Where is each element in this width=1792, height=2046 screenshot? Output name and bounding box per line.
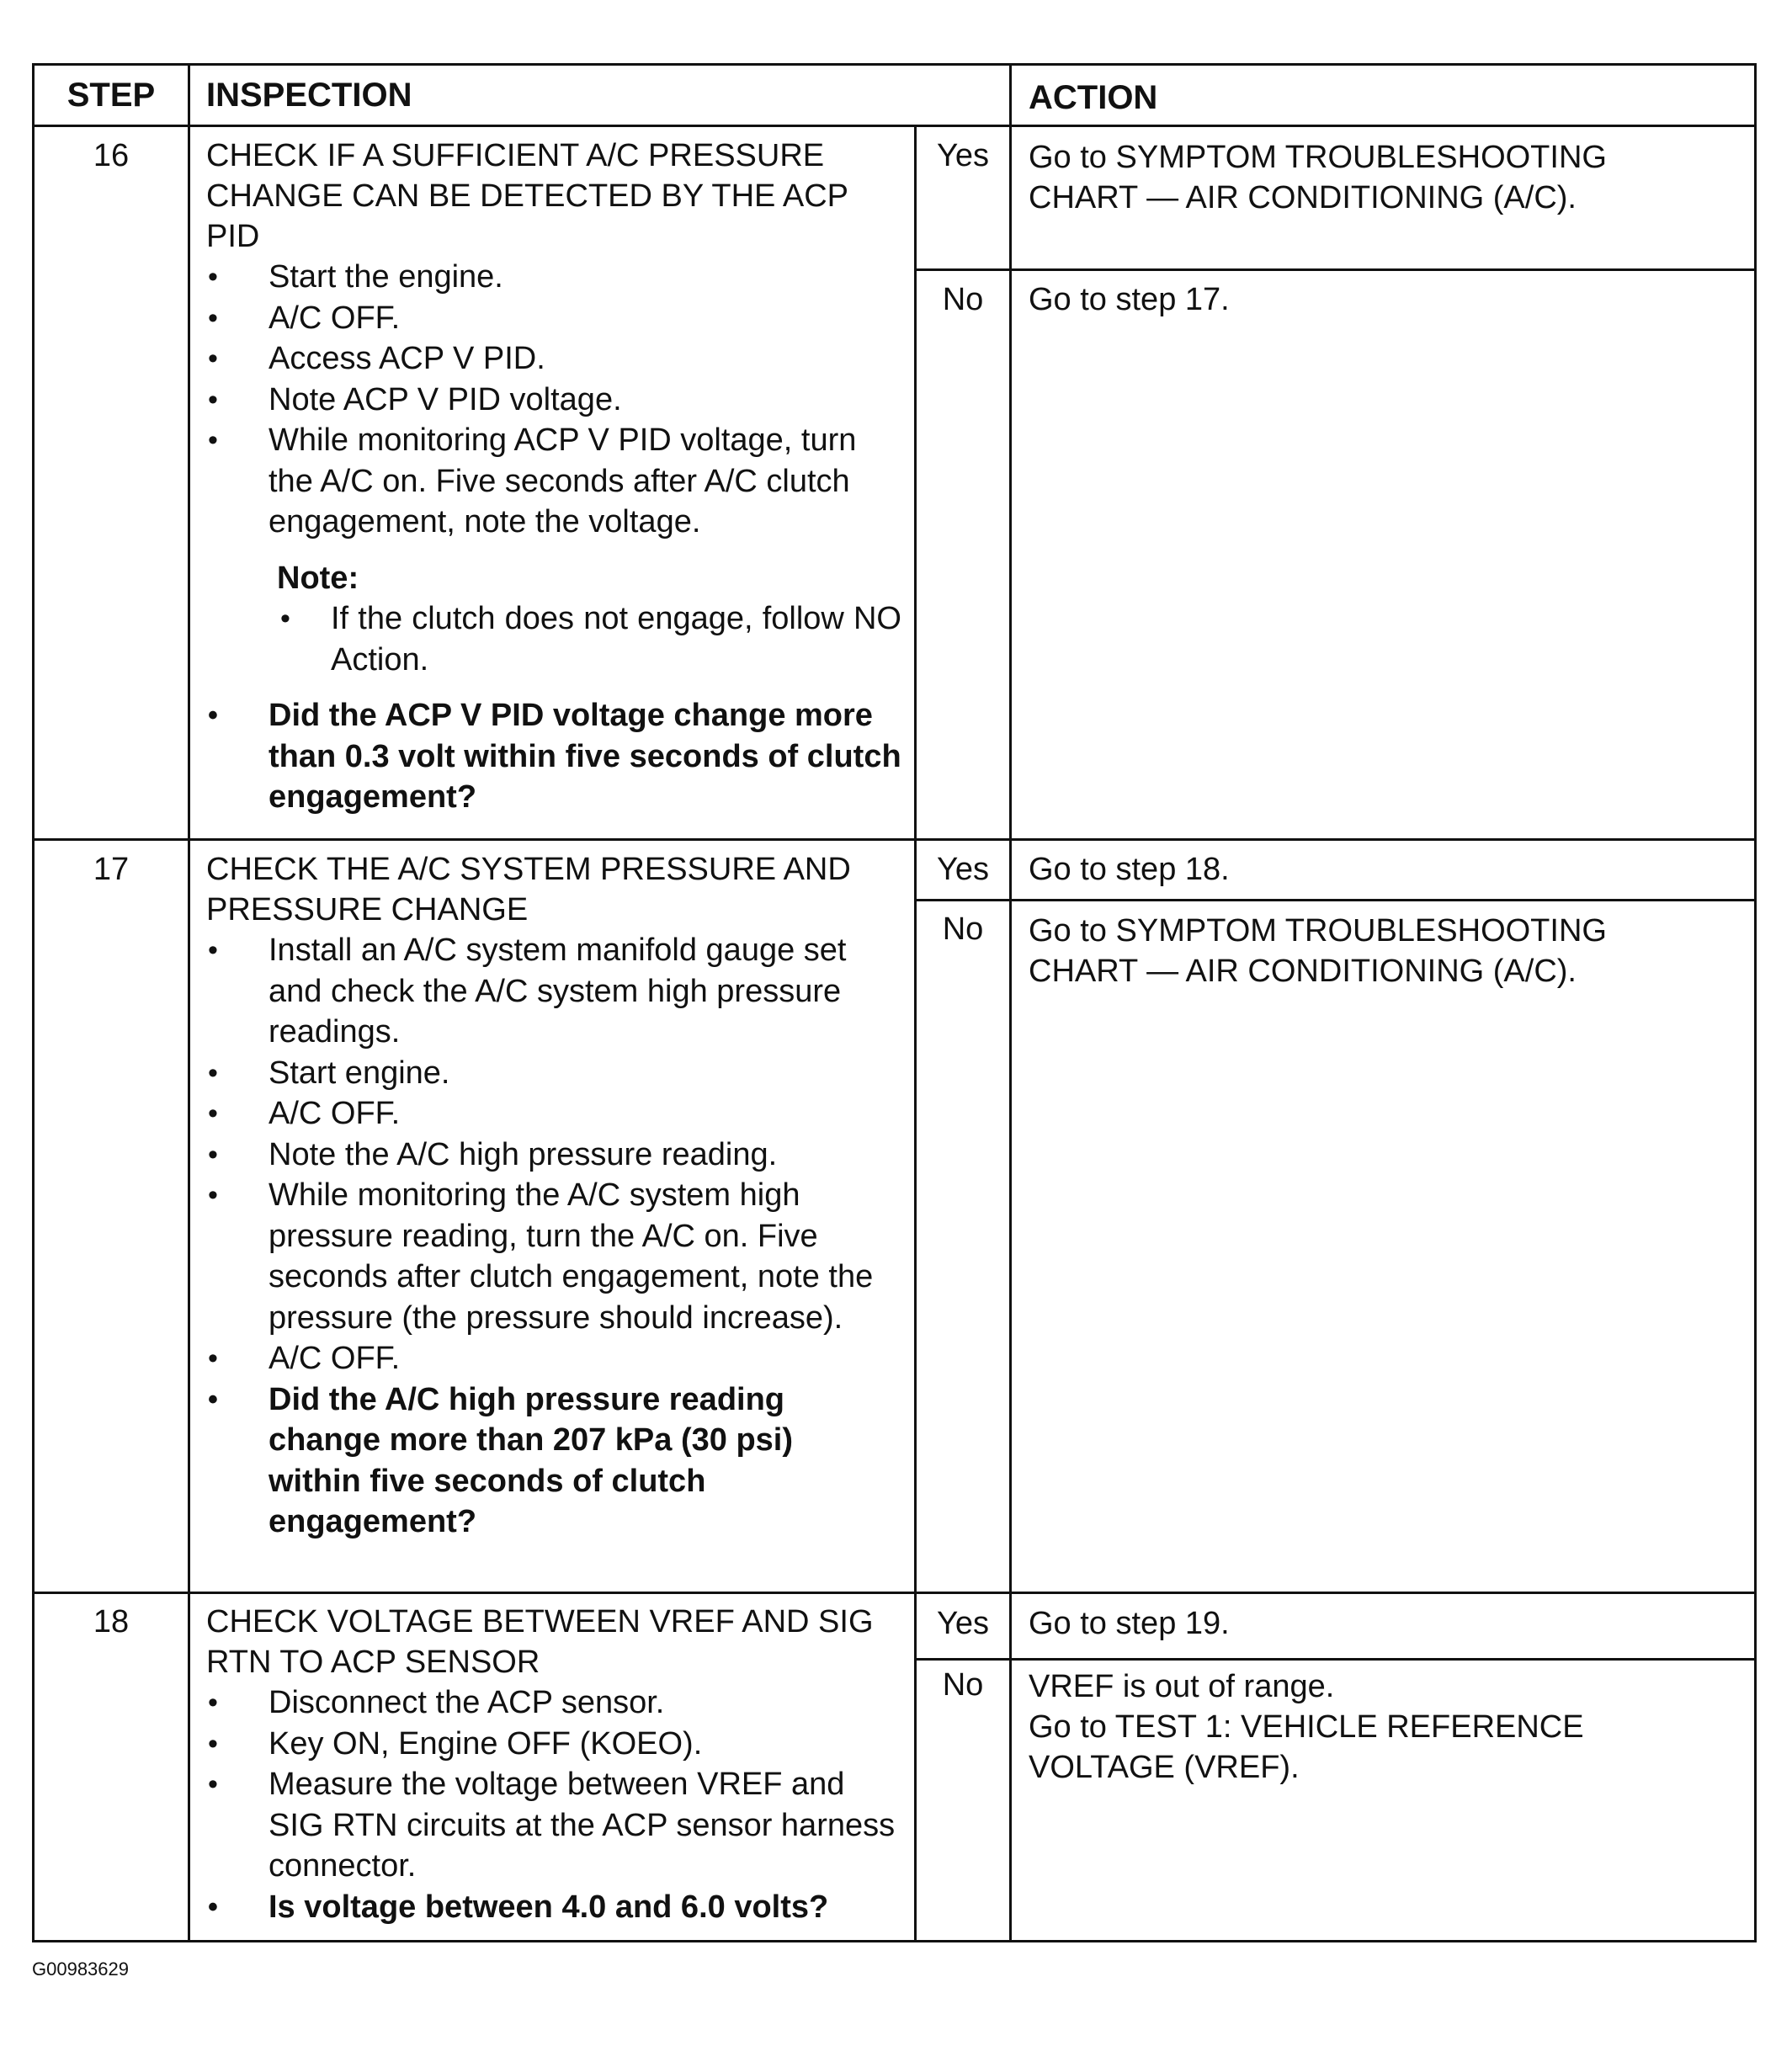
inspection-bullet: • Start the engine. <box>206 257 901 298</box>
inspection-bullet: • Disconnect the ACP sensor. <box>206 1682 901 1724</box>
no-label: No <box>942 282 984 317</box>
action-line: Go to step 18. <box>1029 852 1230 887</box>
header-inspection: INSPECTION <box>206 77 412 114</box>
inspection-bullet: • Measure the voltage between VREF and SIG RTN circuits at the ACP sensor harness connector. <box>206 1764 901 1887</box>
action-line: CHART — AIR CONDITIONING (A/C). <box>1029 954 1577 989</box>
inspection-bullet: • While monitoring the A/C system high pressure reading, turn the A/C on. Five seconds after clutch engagement, note the pressure (the pressure should increase). <box>206 1175 901 1338</box>
inspection-bullet: • A/C OFF. <box>206 298 901 339</box>
note-item: • If the clutch does not engage, follow NO Action. <box>206 598 901 680</box>
no-action <box>1029 911 1607 991</box>
yes-action <box>1029 1603 1230 1644</box>
inspection-bullet: • Note the A/C high pressure reading. <box>206 1135 901 1176</box>
note-block <box>206 558 901 681</box>
step-16-inspection <box>206 136 901 818</box>
step-number: 18 <box>93 1604 130 1639</box>
step-title: CHECK IF A SUFFICIENT A/C PRESSURE CHANGE CAN BE DETECTED BY THE ACP PID <box>206 138 848 254</box>
action-line: Go to step 17. <box>1029 282 1230 317</box>
step-number: 16 <box>93 138 130 173</box>
step-17-inspection <box>206 849 901 1543</box>
action-line: VOLTAGE (VREF). <box>1029 1750 1300 1785</box>
header-action: ACTION <box>1029 79 1158 116</box>
inspection-bullet: • Key ON, Engine OFF (KOEO). <box>206 1724 901 1765</box>
no-label: No <box>942 911 984 947</box>
action-line: Go to SYMPTOM TROUBLESHOOTING <box>1029 140 1607 175</box>
action-line: Go to TEST 1: VEHICLE REFERENCE <box>1029 1709 1584 1745</box>
yes-label: Yes <box>937 852 989 887</box>
note-label: Note: <box>277 560 359 596</box>
action-line: Go to step 19. <box>1029 1606 1230 1641</box>
inspection-bullet: • A/C OFF. <box>206 1093 901 1135</box>
inspection-question: • Did the ACP V PID voltage change more than 0.3 volt within five seconds of clutch engagement? <box>206 695 901 818</box>
inspection-question: • Is voltage between 4.0 and 6.0 volts? <box>206 1887 901 1928</box>
troubleshooting-table <box>32 63 1757 1942</box>
action-line: VREF is out of range. <box>1029 1669 1335 1704</box>
inspection-bullet: • Note ACP V PID voltage. <box>206 380 901 421</box>
inspection-bullet: • Install an A/C system manifold gauge set and check the A/C system high pressure readings. <box>206 930 901 1053</box>
yes-label: Yes <box>937 138 989 173</box>
no-action <box>1029 1666 1584 1788</box>
step-18-inspection <box>206 1602 901 1927</box>
step-number: 17 <box>93 852 130 887</box>
inspection-bullet: • While monitoring ACP V PID voltage, turn the A/C on. Five seconds after A/C clutch engagement, note the voltage. <box>206 420 901 543</box>
inspection-bullet: • Start engine. <box>206 1053 901 1094</box>
no-action <box>1029 279 1230 320</box>
step-title: CHECK VOLTAGE BETWEEN VREF AND SIG RTN TO ACP SENSOR <box>206 1604 874 1680</box>
inspection-bullet: • A/C OFF. <box>206 1338 901 1379</box>
yes-action <box>1029 849 1230 890</box>
no-label: No <box>942 1667 984 1703</box>
inspection-bullet: • Access ACP V PID. <box>206 338 901 380</box>
action-line: Go to SYMPTOM TROUBLESHOOTING <box>1029 913 1607 949</box>
action-line: CHART — AIR CONDITIONING (A/C). <box>1029 180 1577 215</box>
step-title: CHECK THE A/C SYSTEM PRESSURE AND PRESSURE CHANGE <box>206 852 851 927</box>
header-step: STEP <box>66 77 156 114</box>
yes-action <box>1029 137 1607 218</box>
inspection-question: • Did the A/C high pressure reading change more than 207 kPa (30 psi) within five seconds of clutch engagement? <box>206 1379 901 1543</box>
yes-label: Yes <box>937 1606 989 1641</box>
figure-id: G00983629 <box>32 1958 129 1980</box>
